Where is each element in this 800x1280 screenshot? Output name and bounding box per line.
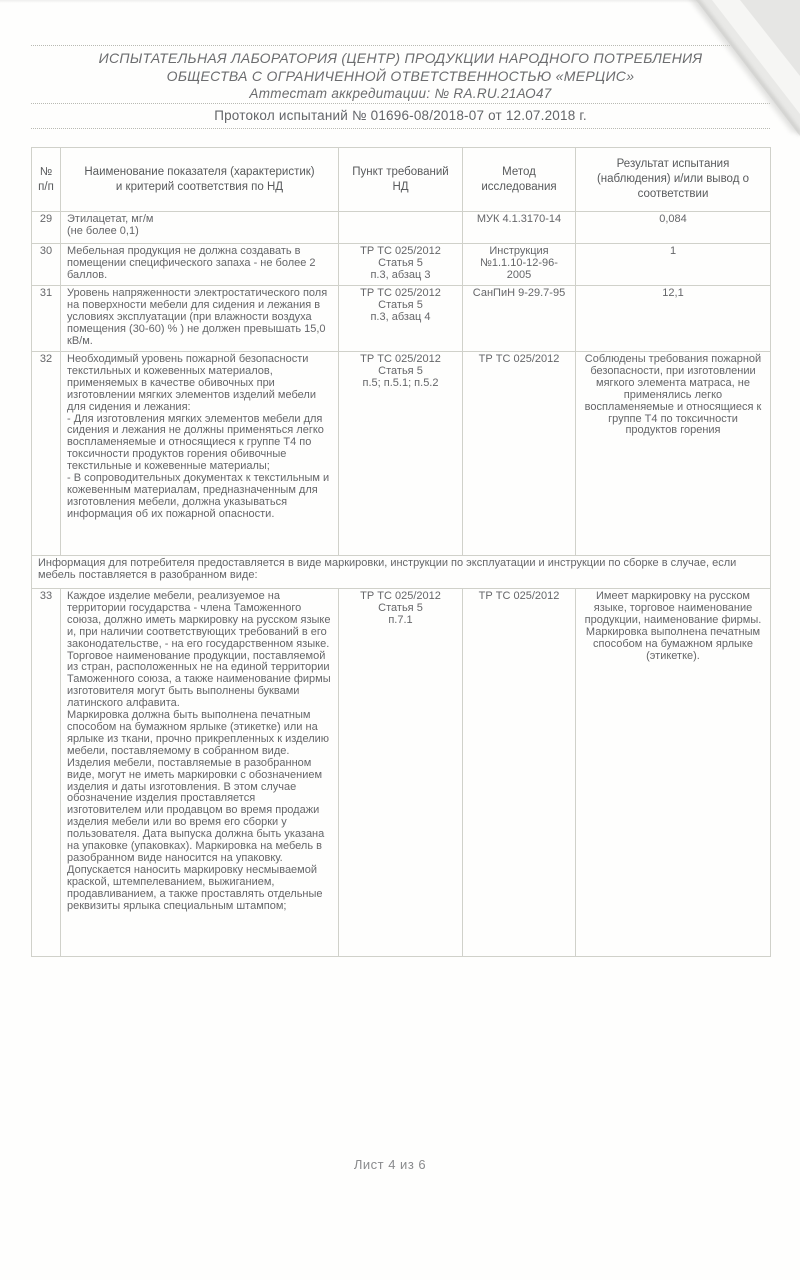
table-row (32, 589, 771, 957)
consumer-info-note-row (32, 556, 771, 589)
result-cell: 12,1 (576, 286, 771, 352)
header-rule-mid (31, 103, 770, 104)
indicator-cell: Этилацетат, мг/м (не более 0,1) (61, 212, 339, 244)
indicator-cell: Мебельная продукция не должна создавать в помещении специфического запаха - не более 2 баллов. (61, 244, 339, 286)
header-rule-top (31, 45, 770, 46)
indicator-cell: Уровень напряженности электростатического поля на поверхности мебели для сидения и лежания в условиях эксплуатации (при влажности воздуха помещения (30-60) % ) не должен превышать 15,0 кВ/м. (61, 286, 339, 352)
requirement-cell: ТР ТС 025/2012 Статья 5 п.5; п.5.1; п.5.2 (339, 352, 463, 556)
table-row (32, 286, 771, 352)
consumer-info-note: Информация для потребителя предоставляется в виде маркировки, инструкции по эксплуатации и инструкции по сборке в случае, если мебель поставляется в разобранном виде: (32, 556, 771, 589)
indicator-cell: Каждое изделие мебели, реализуемое на территории государства - члена Таможенного союза, должно иметь маркировку на русском языке и, при наличии соответствующих требований в его законодательстве, - на его государственном языке. Торговое наименование продукции, поставляемой из стран, расположенных не на единой территории Таможенного союза, а также наименование фирмы изготовителя могут быть выполнены буквами латинского алфавита. Маркировка должна быть выполнена печатным способом на бумажном ярлыке (этикетке) или на ярлыке из ткани, прочно прикрепленных к изделию мебели, поставляемому в собранном виде. Изделия мебели, поставляемые в разобранном виде, могут не иметь маркировки с обозначением изделия и даты изготовления. В этом случае обозначение изделия проставляется изготовителем или продавцом во время продажи изделия мебели или во время его сборки у пользователя. Дата выпуска должна быть указана на упаковке (упаковках). Маркировка на мебель в разобранном виде наносится на упаковку. Допускается наносить маркировку несмываемой краской, штемпелеванием, выжиганием, продавливанием, а также проставлять отдельные реквизиты ярлыка специальным штампом; (61, 589, 339, 957)
lab-name-line2: ОБЩЕСТВА С ОГРАНИЧЕННОЙ ОТВЕТСТВЕННОСТЬЮ «МЕРЦИС» (166, 67, 635, 84)
lab-name-line1: ИСПЫТАТЕЛЬНАЯ ЛАБОРАТОРИЯ (ЦЕНТР) ПРОДУКЦИИ НАРОДНОГО ПОТРЕБЛЕНИЯ (98, 50, 703, 66)
method-cell: Инструкция №1.1.10-12-96- 2005 (463, 244, 576, 286)
result-cell: Имеет маркировку на русском языке, торговое наименование продукции, наименование фирмы. Маркировка выполнена печатным способом на бумажном ярлыке (этикетке). (576, 589, 771, 957)
method-cell: ТР ТС 025/2012 (463, 352, 576, 556)
requirement-cell: ТР ТС 025/2012 Статья 5 п.3, абзац 4 (339, 286, 463, 352)
indicator-cell: Необходимый уровень пожарной безопасности текстильных и кожевенных материалов, применяемых в качестве обивочных при изготовлении мягких элементов изделий мебели для сидения и лежания: - Для изготовления мягких элементов мебели для сидения и лежания не должны применяться легко воспламеняемые и относящиеся к группе Т4 по токсичности продуктов горения обивочные текстильные и кожевенные материалы; - В сопроводительных документах к текстильным и кожевенным материалам, предназначенным для изготовления мебели, должна указываться информация об их пожарной опасности. (61, 352, 339, 556)
table-row (32, 244, 771, 286)
folded-page-corner (678, 0, 800, 152)
method-cell: СанПиН 9-29.7-95 (463, 286, 576, 352)
requirement-cell (339, 212, 463, 244)
row-number: 29 (32, 212, 61, 244)
row-number: 32 (32, 352, 61, 556)
table-row (32, 352, 771, 556)
row-number: 31 (32, 286, 61, 352)
page-number-label: Лист 4 из 6 (353, 1157, 427, 1172)
requirement-cell: ТР ТС 025/2012 Статья 5 п.3, абзац 3 (339, 244, 463, 286)
accreditation-line: Аттестат аккредитации: № RA.RU.21АО47 (249, 86, 552, 101)
requirement-cell: ТР ТС 025/2012 Статья 5 п.7.1 (339, 589, 463, 957)
col-header-indicator: Наименование показателя (характеристик) и критерий соответствия по НД (61, 148, 339, 212)
lab-header (31, 50, 770, 102)
result-cell: Соблюдены требования пожарной безопасности, при изготовлении мягкого элемента матраса, не применялись легко воспламеняемые и относящиеся к группе Т4 по токсичности продуктов горения (576, 352, 771, 556)
test-results-table (31, 147, 771, 957)
col-header-method: Метод исследования (463, 148, 576, 212)
row-number: 30 (32, 244, 61, 286)
col-header-number: № п/п (32, 148, 61, 212)
header-rule-bottom (31, 128, 770, 129)
result-cell: 0,084 (576, 212, 771, 244)
method-cell: МУК 4.1.3170-14 (463, 212, 576, 244)
protocol-title: Протокол испытаний № 01696-08/2018-07 от 12.07.2018 г. (214, 108, 587, 123)
result-cell: 1 (576, 244, 771, 286)
col-header-result: Результат испытания (наблюдения) и/или вывод о соответствии (576, 148, 771, 212)
table-row (32, 212, 771, 244)
row-number: 33 (32, 589, 61, 957)
table-header-row (32, 148, 771, 212)
method-cell: ТР ТС 025/2012 (463, 589, 576, 957)
col-header-requirement: Пункт требований НД (339, 148, 463, 212)
